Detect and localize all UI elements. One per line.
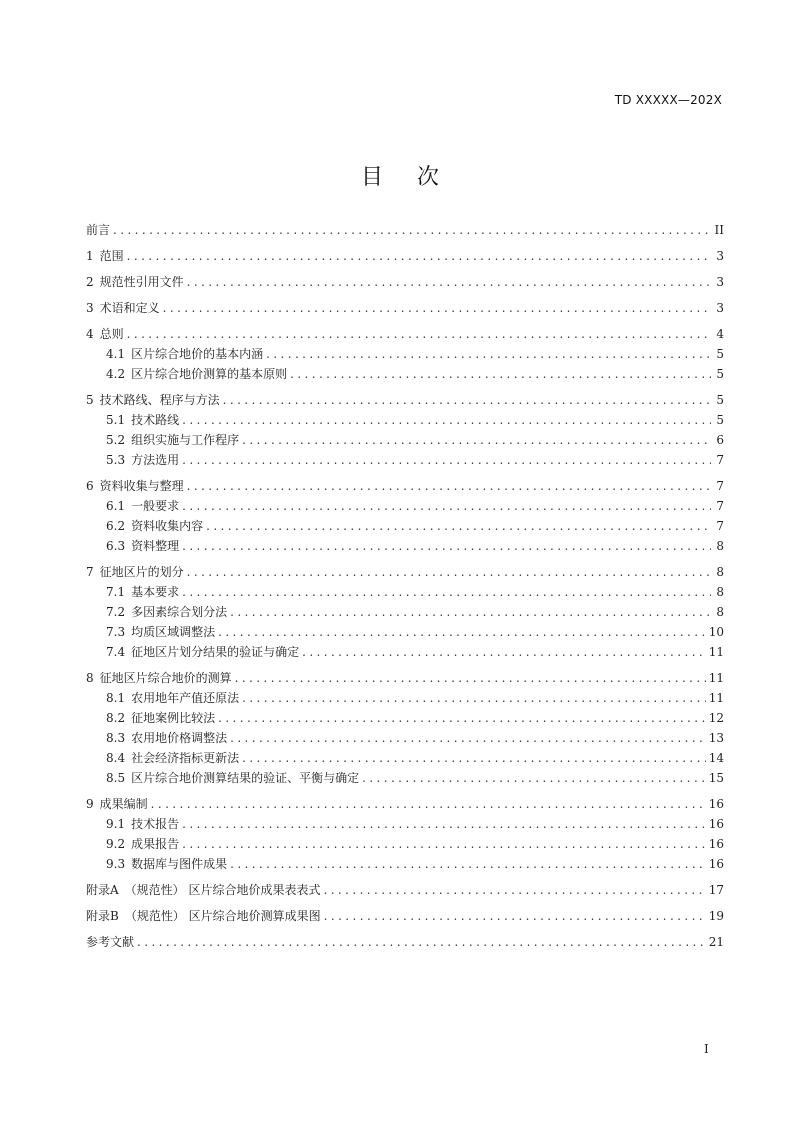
toc-entry-label [106,430,239,450]
toc-entry-title: 多因素综合划分法 [131,605,228,619]
dot-leader [163,298,711,318]
dot-leader [230,728,706,748]
dot-leader [218,622,706,642]
toc-entry-label [106,688,239,708]
toc-entry-page: 8 [716,539,724,553]
dot-leader [266,344,711,364]
toc-entry-number: 7 [86,565,94,579]
toc-entry-number: 4.2 [106,367,126,381]
toc-entry-title: 技术路线 [131,413,180,427]
page-title: 目次 [360,165,473,190]
toc-entry-label [86,668,232,688]
toc-entry[interactable] [86,834,724,854]
dot-leader [302,642,706,662]
toc-entry-title: 区片综合地价的基本内涵 [131,347,264,361]
dot-leader [182,814,706,834]
toc-entry-label [106,536,179,556]
toc-entry-number: 7.1 [106,585,126,599]
toc-entry[interactable] [86,642,724,662]
toc-entry-label [106,708,215,728]
toc-entry-number: 5.3 [106,453,126,467]
toc-entry-number: 8.2 [106,711,126,725]
toc-entry-title: 技术报告 [131,817,180,831]
dot-leader [187,562,711,582]
toc-entry-number: 2 [86,275,94,289]
dot-leader [235,668,706,688]
toc-entry-number: 8.4 [106,751,126,765]
toc-entry-title: 基本要求 [131,585,180,599]
toc-entry-title: 区片综合地价测算的基本原则 [131,367,288,381]
toc-entry-number: 8.1 [106,691,126,705]
toc-entry-label [106,364,287,384]
toc-entry-number: 9 [86,797,94,811]
toc-entry-page: 12 [708,711,724,725]
toc-entry-title: 均质区域调整法 [131,625,216,639]
dot-leader [242,688,706,708]
toc-entry-label [86,932,134,952]
toc-entry-number: 9.3 [106,857,126,871]
toc-entry-label [106,748,239,768]
toc-entry-page: 7 [716,479,724,493]
toc-entry-title: 资料收集与整理 [99,479,184,493]
toc-entry[interactable] [86,246,724,266]
toc-entry-number: 1 [86,249,94,263]
toc-entry-page: 4 [716,327,724,341]
toc-entry-page: 10 [708,625,724,639]
toc-entry-number: 附录B [86,909,119,923]
toc-entry[interactable] [86,854,724,874]
toc-entry-page: 7 [716,453,724,467]
dot-leader [290,364,711,384]
toc-entry-label [106,834,179,854]
toc-entry-title: 前言 [86,223,111,237]
toc-entry-title: 范围 [99,249,124,263]
toc-entry[interactable] [86,728,724,748]
toc-entry-number: 5.1 [106,413,126,427]
toc-entry-page: 8 [716,605,724,619]
toc-entry-label [106,854,227,874]
toc-entry-page: 7 [716,499,724,513]
toc-entry-page: 15 [708,771,724,785]
toc-entry[interactable] [86,344,724,364]
table-of-contents [86,220,724,952]
toc-entry-title: 成果报告 [131,837,180,851]
toc-entry-label [86,794,148,814]
toc-entry-page: 5 [716,393,724,407]
toc-entry-title: 社会经济指标更新法 [131,751,240,765]
toc-entry-number: 7.4 [106,645,126,659]
toc-entry[interactable] [86,622,724,642]
toc-entry[interactable] [86,390,724,410]
toc-entry-label [106,450,179,470]
dot-leader [230,854,706,874]
toc-entry-page: 5 [716,413,724,427]
toc-entry-label [86,246,124,266]
dot-leader [324,906,706,926]
toc-entry-title: 农用地年产值还原法 [131,691,240,705]
toc-entry-label [86,220,110,240]
toc-entry-label [106,410,179,430]
toc-entry-number: 4.1 [106,347,126,361]
toc-entry-title: 成果编制 [99,797,148,811]
dot-leader [187,272,711,292]
toc-entry-title: 术语和定义 [99,301,160,315]
toc-entry-label [86,324,124,344]
toc-entry[interactable] [86,220,724,240]
toc-entry-number: 5.2 [106,433,126,447]
toc-entry-page: 3 [716,301,724,315]
toc-entry-number: 5 [86,393,94,407]
toc-entry-title: 数据库与图件成果 [131,857,228,871]
toc-entry[interactable] [86,324,724,344]
dot-leader [362,768,706,788]
toc-entry-label [86,476,184,496]
toc-entry-number: 9.1 [106,817,126,831]
dot-leader [127,246,711,266]
dot-leader [206,516,711,536]
dot-leader [242,748,706,768]
toc-entry-title: 组织实施与工作程序 [131,433,240,447]
toc-entry-title: 技术路线、程序与方法 [99,393,220,407]
dot-leader [187,476,711,496]
toc-entry-page: 16 [708,857,724,871]
toc-entry-page: 3 [716,275,724,289]
toc-entry-page: 16 [708,817,724,831]
toc-entry-page: 16 [708,837,724,851]
toc-entry-page: 11 [708,645,724,659]
page-number: I [704,1042,709,1056]
toc-entry[interactable] [86,364,724,384]
toc-entry-label [106,582,179,602]
toc-entry[interactable] [86,516,724,536]
toc-entry-title: 区片综合地价测算结果的验证、平衡与确定 [131,771,360,785]
toc-entry[interactable] [86,430,724,450]
toc-entry-label [86,298,160,318]
toc-entry-title: 资料收集内容 [131,519,204,533]
toc-entry-number: 6 [86,479,94,493]
toc-entry-page: 19 [708,909,724,923]
toc-entry[interactable] [86,450,724,470]
dot-leader [182,536,711,556]
toc-entry-page: 13 [708,731,724,745]
toc-entry[interactable] [86,794,724,814]
toc-entry-page: 11 [708,691,724,705]
toc-entry-label [106,728,227,748]
toc-entry-label [106,344,263,364]
dot-leader [324,880,706,900]
dot-leader [151,794,706,814]
toc-entry[interactable] [86,536,724,556]
toc-entry-page: 21 [708,935,724,949]
toc-entry-number: 附录A [86,883,119,897]
toc-entry[interactable] [86,476,724,496]
toc-entry-number: 6.1 [106,499,126,513]
toc-entry-title: 方法选用 [131,453,180,467]
toc-entry[interactable] [86,602,724,622]
toc-entry[interactable] [86,906,724,926]
toc-entry-label [106,622,215,642]
toc-entry-title: 一般要求 [131,499,180,513]
dot-leader [127,324,711,344]
toc-entry-label [86,562,184,582]
toc-entry[interactable] [86,298,724,318]
dot-leader [242,430,711,450]
toc-entry-label [106,602,227,622]
toc-entry-number: 7.3 [106,625,126,639]
toc-entry-number: 7.2 [106,605,126,619]
toc-entry-number: 8 [86,671,94,685]
toc-entry-label [106,642,299,662]
toc-entry-title: 参考文献 [86,935,135,949]
toc-entry[interactable] [86,768,724,788]
toc-entry[interactable] [86,932,724,952]
toc-entry[interactable] [86,562,724,582]
toc-entry-title: （规范性） 区片综合地价测算成果图 [124,909,321,923]
toc-entry-page: 8 [716,565,724,579]
toc-entry-page: 14 [708,751,724,765]
toc-entry-label [86,880,321,900]
toc-entry-page: 11 [708,671,724,685]
toc-entry-number: 6.3 [106,539,126,553]
toc-entry-title: 农用地价格调整法 [131,731,228,745]
toc-entry[interactable] [86,708,724,728]
toc-entry-page: 16 [708,797,724,811]
toc-entry-title: （规范性） 区片综合地价成果表表式 [124,883,321,897]
toc-entry-label [86,390,220,410]
toc-entry-title: 征地区片划分结果的验证与确定 [131,645,300,659]
toc-entry-label [86,272,184,292]
toc-entry-title: 规范性引用文件 [99,275,184,289]
dot-leader [182,834,706,854]
toc-entry-page: 7 [716,519,724,533]
dot-leader [223,390,711,410]
toc-entry-page: 5 [716,347,724,361]
toc-entry-title: 总则 [99,327,124,341]
toc-entry[interactable] [86,582,724,602]
toc-entry-label [106,516,203,536]
dot-leader [218,708,706,728]
toc-entry-number: 4 [86,327,94,341]
toc-entry-title: 征地案例比较法 [131,711,216,725]
toc-entry[interactable] [86,410,724,430]
toc-entry[interactable] [86,496,724,516]
toc-entry-number: 8.5 [106,771,126,785]
toc-entry-label [106,768,359,788]
toc-entry-label [106,496,179,516]
toc-entry-number: 6.2 [106,519,126,533]
toc-entry[interactable] [86,880,724,900]
dot-leader [182,582,711,602]
toc-entry-page: 3 [716,249,724,263]
dot-leader [230,602,711,622]
toc-entry-title: 征地区片综合地价的测算 [99,671,232,685]
toc-entry-page: 6 [716,433,724,447]
toc-entry-page: 8 [716,585,724,599]
toc-entry[interactable] [86,748,724,768]
toc-entry-title: 征地区片的划分 [99,565,184,579]
toc-entry-number: 8.3 [106,731,126,745]
toc-entry[interactable] [86,668,724,688]
dot-leader [182,450,711,470]
dot-leader [113,220,711,240]
document-code: TD XXXXX—202X [614,93,722,107]
toc-entry[interactable] [86,272,724,292]
toc-entry-label [86,906,321,926]
toc-entry[interactable] [86,688,724,708]
toc-entry-number: 3 [86,301,94,315]
toc-entry-page: 17 [708,883,724,897]
toc-entry-number: 9.2 [106,837,126,851]
toc-entry-page: II [714,223,724,237]
toc-entry[interactable] [86,814,724,834]
dot-leader [137,932,706,952]
dot-leader [182,496,711,516]
toc-entry-page: 5 [716,367,724,381]
dot-leader [182,410,711,430]
toc-entry-title: 资料整理 [131,539,180,553]
toc-entry-label [106,814,179,834]
